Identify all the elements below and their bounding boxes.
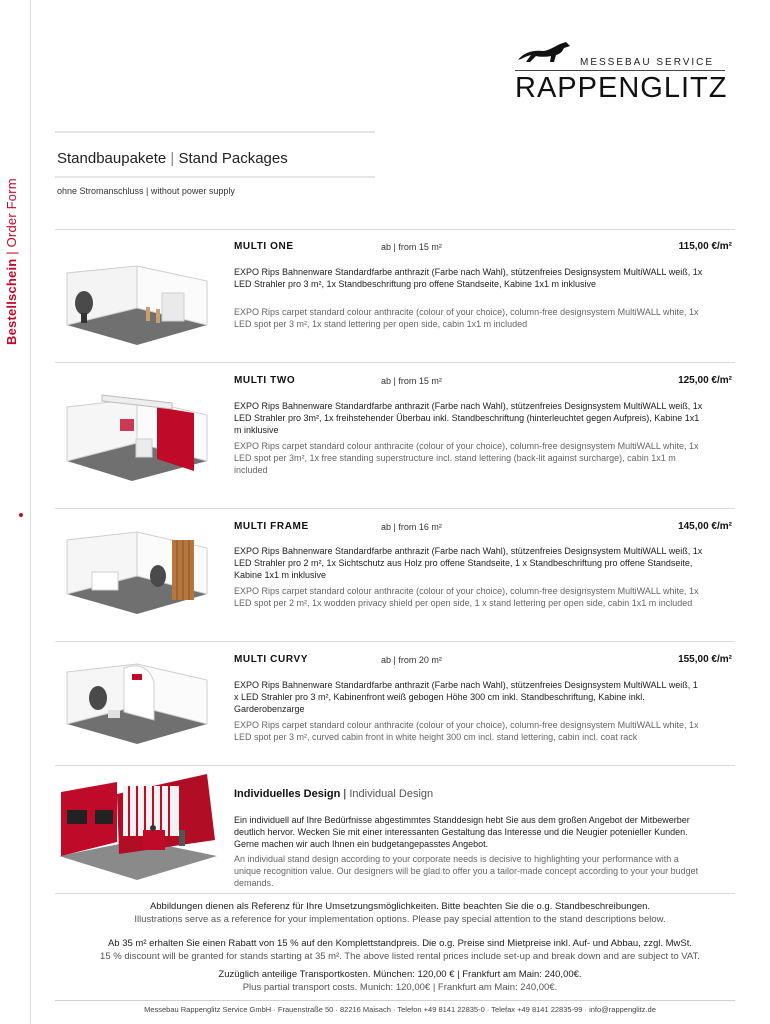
package-price: 155,00 €/m² bbox=[678, 654, 732, 665]
package-description-en: EXPO Rips carpet standard colour anthracite (colour of your choice), column-free designsystem MultiWALL white, 1x LED spot per 3m², 1x free standing superstructure incl. stand lettering (back-lit against surcharge), cabin 1x1 m included bbox=[234, 441, 699, 475]
individual-description-de: Ein individuell auf Ihre Bedürfnisse abgestimmtes Standdesign hebt Sie aus dem großen Angebot der Mitbewerber deutlich hervor. Wecken Sie mit einer interessanten Gestaltung das Interesse und die Neugier potenieller Kunden. Gerne machen wir auch Ihnen ein budgetangepasstes Angebot. bbox=[234, 815, 690, 849]
package-min-size: ab | from 20 m² bbox=[381, 655, 442, 665]
package-description-de: EXPO Rips Bahnenware Standardfarbe anthrazit (Farbe nach Wahl), stützenfreies Designsystem MultiWALL weiß, 1x LED Strahler pro 2 m², 1x Sichtschutz aus Holz pro offene Standseite, 1 x Standbeschriftung pro offene Standseite, Kabine 1x1 m inklusive bbox=[234, 546, 703, 580]
divider bbox=[55, 362, 735, 363]
reference-note-de: Abbildungen dienen als Referenz für Ihre Umsetzungsmöglichkeiten. Bitte beachten Sie die o.g. Standbeschreibungen. bbox=[149, 901, 651, 912]
package-description-de: EXPO Rips Bahnenware Standardfarbe anthrazit (Farbe nach Wahl), stützenfreies Designsystem MultiWALL weiß, 1x LED Strahler pro 3 m², 1x Standbeschriftung pro offene Standseite, Kabine 1x1 m inklusive bbox=[234, 267, 703, 289]
sidebar bbox=[0, 0, 31, 1024]
logo-subtitle: MESSEBAU SERVICE bbox=[580, 57, 715, 68]
individual-design-title: Individuelles Design | Individual Design bbox=[234, 788, 434, 800]
package-price: 115,00 €/m² bbox=[678, 241, 732, 252]
title-rule-bottom bbox=[55, 176, 375, 178]
transport-note-en: Plus partial transport costs. Munich: 120,00€ | Frankfurt am Main: 240,00€. bbox=[242, 982, 558, 993]
multi-curvy-stand-image bbox=[62, 660, 212, 750]
section-title: Standbaupakete | Stand Packages bbox=[57, 150, 288, 167]
package-min-size: ab | from 15 m² bbox=[381, 376, 442, 386]
reference-note-en: Illustrations serve as a reference for your implementation options. Please pay special attention to the stand descriptions below. bbox=[134, 914, 666, 925]
divider bbox=[55, 641, 735, 642]
individual-description-en: An individual stand design according to your corporate needs is decisive to highlighting your performance with a unique recognition value. Our designers will be glad to offer you a tailor-made concept according to your your budget demands. bbox=[234, 854, 699, 888]
package-name: MULTI TWO bbox=[234, 375, 296, 386]
multi-two-stand-image bbox=[62, 393, 212, 485]
discount-note-en: 15 % discount will be granted for stands starting at 35 m². The above listed rental prices include set-up and break down and are subject to VAT. bbox=[100, 951, 700, 962]
multi-one-stand-image bbox=[62, 263, 212, 348]
package-description-en: EXPO Rips carpet standard colour anthracite (colour of your choice), column-free designsystem MultiWALL white, 1x LED spot per 2 m², 1x wodden privacy shield per open side, 1 x stand lettering per open side, cabin 1x1 m included bbox=[234, 586, 699, 608]
discount-note-de: Ab 35 m² erhalten Sie einen Rabatt von 15 % auf den Komplettstandpreis. Die o.g. Preise sind Mietpreise inkl. Auf- und Abbau, zzgl. MwSt. bbox=[107, 938, 693, 949]
divider bbox=[55, 765, 735, 766]
bullet-dot bbox=[19, 513, 23, 517]
package-description-de: EXPO Rips Bahnenware Standardfarbe anthrazit (Farbe nach Wahl), stützenfreies Designsystem MultiWALL weiß, 1x LED Strahler pro 3m², 1x freihstehender Überbau inkl. Standbeschriftung (hinterleuchtet gegen Aufpreis), Kabine 1x1 m inklusive bbox=[234, 401, 703, 435]
package-name: MULTI CURVY bbox=[234, 654, 309, 665]
order-form-label: Bestellschein | Order Form bbox=[4, 178, 19, 345]
package-price: 145,00 €/m² bbox=[678, 521, 732, 532]
transport-note-de: Zuzüglich anteilige Transportkosten. München: 120,00 € | Frankfurt am Main: 240,00€. bbox=[218, 969, 582, 980]
footer-rule bbox=[55, 1000, 735, 1001]
logo-name: RAPPENGLITZ bbox=[515, 72, 728, 104]
divider bbox=[55, 893, 735, 894]
logo-rule bbox=[515, 70, 725, 71]
package-name: MULTI ONE bbox=[234, 241, 294, 252]
package-description-en: EXPO Rips carpet standard colour anthracite (colour of your choice), column-free designsystem MultiWALL white, 1x LED spot per 3 m², 1x stand lettering per open side, cabin 1x1 m included bbox=[234, 307, 699, 329]
package-name: MULTI FRAME bbox=[234, 521, 309, 532]
package-description-de: EXPO Rips Bahnenware Standardfarbe anthrazit (Farbe nach Wahl), stützenfreies Designsystem MultiWALL weiß, 1 x LED Strahler pro 3 m², Kabinenfront weiß gebogen Höhe 300 cm inkl. Standbeschriftung, Kabine inkl. Garderobenzarge bbox=[234, 680, 698, 714]
multi-frame-stand-image bbox=[62, 528, 212, 620]
footer-contact: Messebau Rappenglitz Service GmbH · Frauenstraße 50 · 82216 Maisach · Telefon +49 8141 22835-0 · Telefax +49 8141 22835-99 · info@rappenglitz.de bbox=[144, 1005, 656, 1014]
individual-design-stand-image bbox=[57, 770, 219, 882]
package-min-size: ab | from 16 m² bbox=[381, 522, 442, 532]
package-price: 125,00 €/m² bbox=[678, 375, 732, 386]
section-subtitle: ohne Stromanschluss | without power supply bbox=[57, 186, 235, 196]
divider bbox=[55, 508, 735, 509]
package-description-en: EXPO Rips carpet standard colour anthracite (colour of your choice), column-free designsystem MultiWALL white, 1x LED spot per 3 m², curved cabin front in white height 300 cm incl. stand lettering, cabin incl. coat rack bbox=[234, 720, 699, 742]
divider bbox=[55, 229, 735, 230]
horse-logo-icon bbox=[516, 40, 576, 68]
package-min-size: ab | from 15 m² bbox=[381, 242, 442, 252]
title-rule-top bbox=[55, 131, 375, 133]
